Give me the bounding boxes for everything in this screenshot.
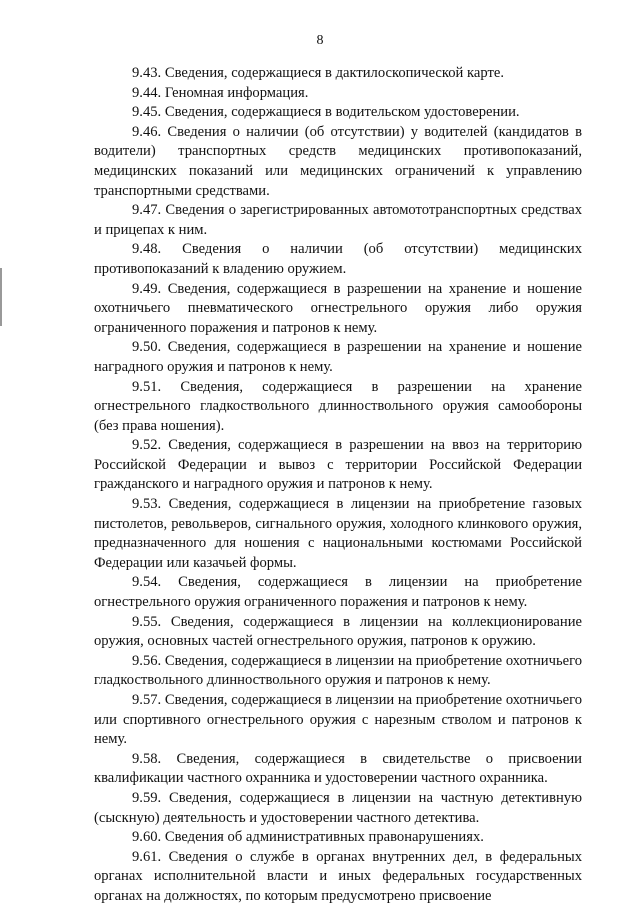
- paragraph-9-55: 9.55. Сведения, содержащиеся в лицензии на коллекционирование оружия, основных частей огнестрельного оружия, патронов к оружию.: [94, 613, 582, 650]
- paragraph-9-56: 9.56. Сведения, содержащиеся в лицензии на приобретение охотничьего гладкоствольного длинноствольного оружия и патронов к нему.: [94, 652, 582, 689]
- paragraph-9-46: 9.46. Сведения о наличии (об отсутствии) у водителей (кандидатов в водители) транспортных средств медицинских противопоказаний, медицинских показаний или медицинских ограничений к управлению транспортными средствами.: [94, 123, 582, 199]
- paragraph-9-57: 9.57. Сведения, содержащиеся в лицензии на приобретение охотничьего или спортивного огнестрельного оружия с нарезным стволом и патронов к нему.: [94, 692, 582, 748]
- paragraph-9-47: 9.47. Сведения о зарегистрированных автомототранспортных средствах и прицепах к ним.: [94, 202, 582, 238]
- paragraph-9-58: 9.58. Сведения, содержащиеся в свидетельстве о присвоении квалификации частного охранника и удостоверении частного охранника.: [94, 750, 582, 787]
- paragraph-9-44: 9.44. Геномная информация.: [132, 84, 309, 101]
- paragraph-9-49: 9.49. Сведения, содержащиеся в разрешении на хранение и ношение охотничьего пневматического огнестрельного оружия либо оружия ограниченного поражения и патронов к нему.: [94, 280, 582, 336]
- document-body: [94, 64, 582, 907]
- paragraph-9-51: 9.51. Сведения, содержащиеся в разрешении на хранение огнестрельного гладкоствольного длинноствольного оружия самообороны (без права ношения).: [94, 378, 582, 434]
- paragraph-9-52: 9.52. Сведения, содержащиеся в разрешении на ввоз на территорию Российской Федерации и вывоз с территории Российской Федерации гражданского и наградного оружия и патронов к нему.: [94, 437, 582, 493]
- page-number: 8: [316, 33, 324, 48]
- paragraph-9-45: 9.45. Сведения, содержащиеся в водительском удостоверении.: [132, 104, 520, 121]
- scan-edge-mark: [0, 268, 2, 326]
- paragraph-9-43: 9.43. Сведения, содержащиеся в дактилоскопической карте.: [132, 65, 504, 81]
- paragraph-9-53: 9.53. Сведения, содержащиеся в лицензии на приобретение газовых пистолетов, револьверов, сигнального оружия, холодного клинкового оружия, предназначенного для ношения с национальными костюмами Российской Федерации или казачьей формы.: [94, 496, 582, 571]
- paragraph-9-48: 9.48. Сведения о наличии (об отсутствии) медицинских противопоказаний к владению оружием.: [94, 241, 582, 277]
- paragraph-9-61: 9.61. Сведения о службе в органах внутренних дел, в федеральных органах исполнительной власти и иных федеральных государственных органах на должностях, по которым предусмотрено присвоение: [94, 848, 582, 904]
- paragraph-9-59: 9.59. Сведения, содержащиеся в лицензии на частную детективную (сыскную) деятельность и удостоверении частного детектива.: [94, 789, 582, 826]
- paragraph-9-60: 9.60. Сведения об административных правонарушениях.: [132, 829, 484, 846]
- paragraph-9-54: 9.54. Сведения, содержащиеся в лицензии на приобретение огнестрельного оружия ограниченного поражения и патронов к нему.: [94, 574, 582, 611]
- paragraph-9-50: 9.50. Сведения, содержащиеся в разрешении на хранение и ношение наградного оружия и патронов к нему.: [94, 339, 582, 375]
